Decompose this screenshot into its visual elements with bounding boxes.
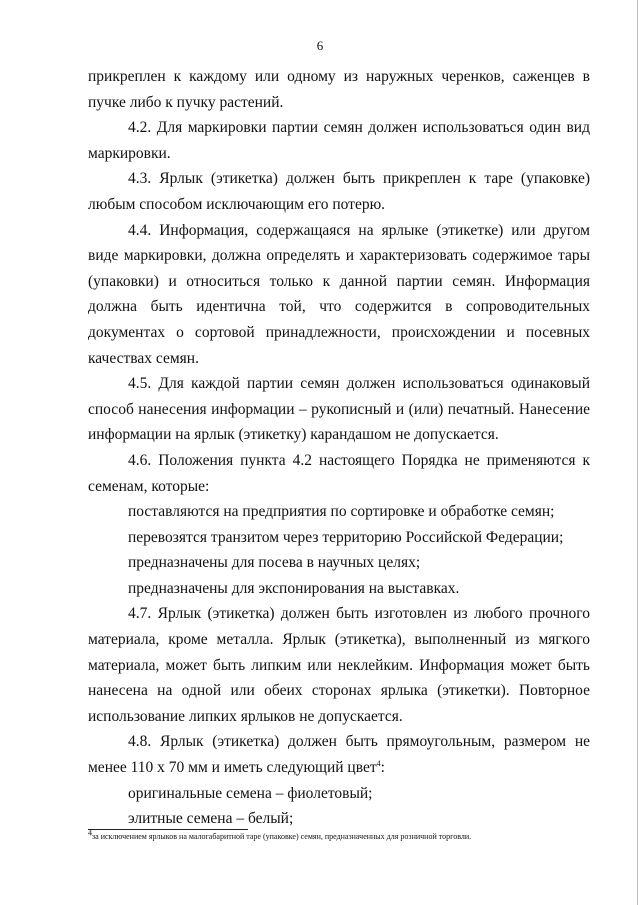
paragraph-4-2: 4.2. Для маркировки партии семян должен использоваться один вид маркировки.	[88, 119, 590, 162]
color-item-elite: элитные семена – белый;	[128, 810, 294, 828]
page-number: 6	[316, 38, 324, 53]
paragraph-4-8	[88, 729, 590, 780]
color-item-original: оригинальные семена – фиолетовый;	[128, 784, 373, 802]
paragraph-4-3: 4.3. Ярлык (этикетка) должен быть прикреплен к таре (упаковке) любым способом исключающим его потерю.	[88, 170, 590, 213]
list-item-exhibition: предназначены для экспонирования на выставках.	[128, 579, 460, 597]
page-edge-line	[637, 0, 638, 905]
body-text	[88, 64, 590, 832]
paragraph-continuation: прикреплен к каждому или одному из наружных черенков, саженцев в пучке либо к пучку растений.	[88, 68, 590, 111]
footnote	[88, 828, 588, 842]
paragraph-4-4: 4.4. Информация, содержащаяся на ярлыке (этикетке) или другом виде маркировки, должна определять и характеризовать содержимое тары (упаковки) и относиться только к данной партии семян. Информация должна быть идентична той, что содержится в сопроводительных документах о сортовой принадлежности, происхождении и посевных качествах семян.	[88, 221, 590, 367]
paragraph-4-5: 4.5. Для каждой партии семян должен использоваться одинаковый способ нанесения информации – рукописный и (или) печатный. Нанесение информации на ярлык (этикетку) карандашом не допускается.	[88, 375, 590, 444]
list-item-sorting: поставляются на предприятия по сортировке и обработке семян;	[128, 503, 555, 521]
paragraph-4-7: 4.7. Ярлык (этикетка) должен быть изготовлен из любого прочного материала, кроме металла. Ярлык (этикетка), выполненный из мягкого материала, может быть липким или неклейким. Информация может быть нанесена на одной или обеих сторонах ярлыка (этикетки). Повторное использование липких ярлыков не допускается.	[88, 605, 590, 725]
paragraph-4-8-suffix: :	[380, 759, 385, 777]
footnote-reference: 4	[376, 758, 381, 768]
list-item-science: предназначены для посева в научных целях;	[128, 554, 421, 572]
paragraph-4-8-text: 4.8. Ярлык (этикетка) должен быть прямоугольным, размером не менее 110 x 70 мм и иметь следующий цвет	[88, 733, 590, 777]
footnote-marker: 4	[88, 828, 92, 838]
list-item-transit: перевозятся транзитом через территорию Российской Федерации;	[128, 528, 564, 546]
footnote-separator	[88, 829, 248, 830]
footnote-text: за исключением ярлыков на малогабаритной таре (упаковке) семян, предназначенных для розничной торговли.	[92, 832, 472, 841]
paragraph-4-6: 4.6. Положения пункта 4.2 настоящего Порядка не применяются к семенам, которые:	[88, 451, 590, 495]
